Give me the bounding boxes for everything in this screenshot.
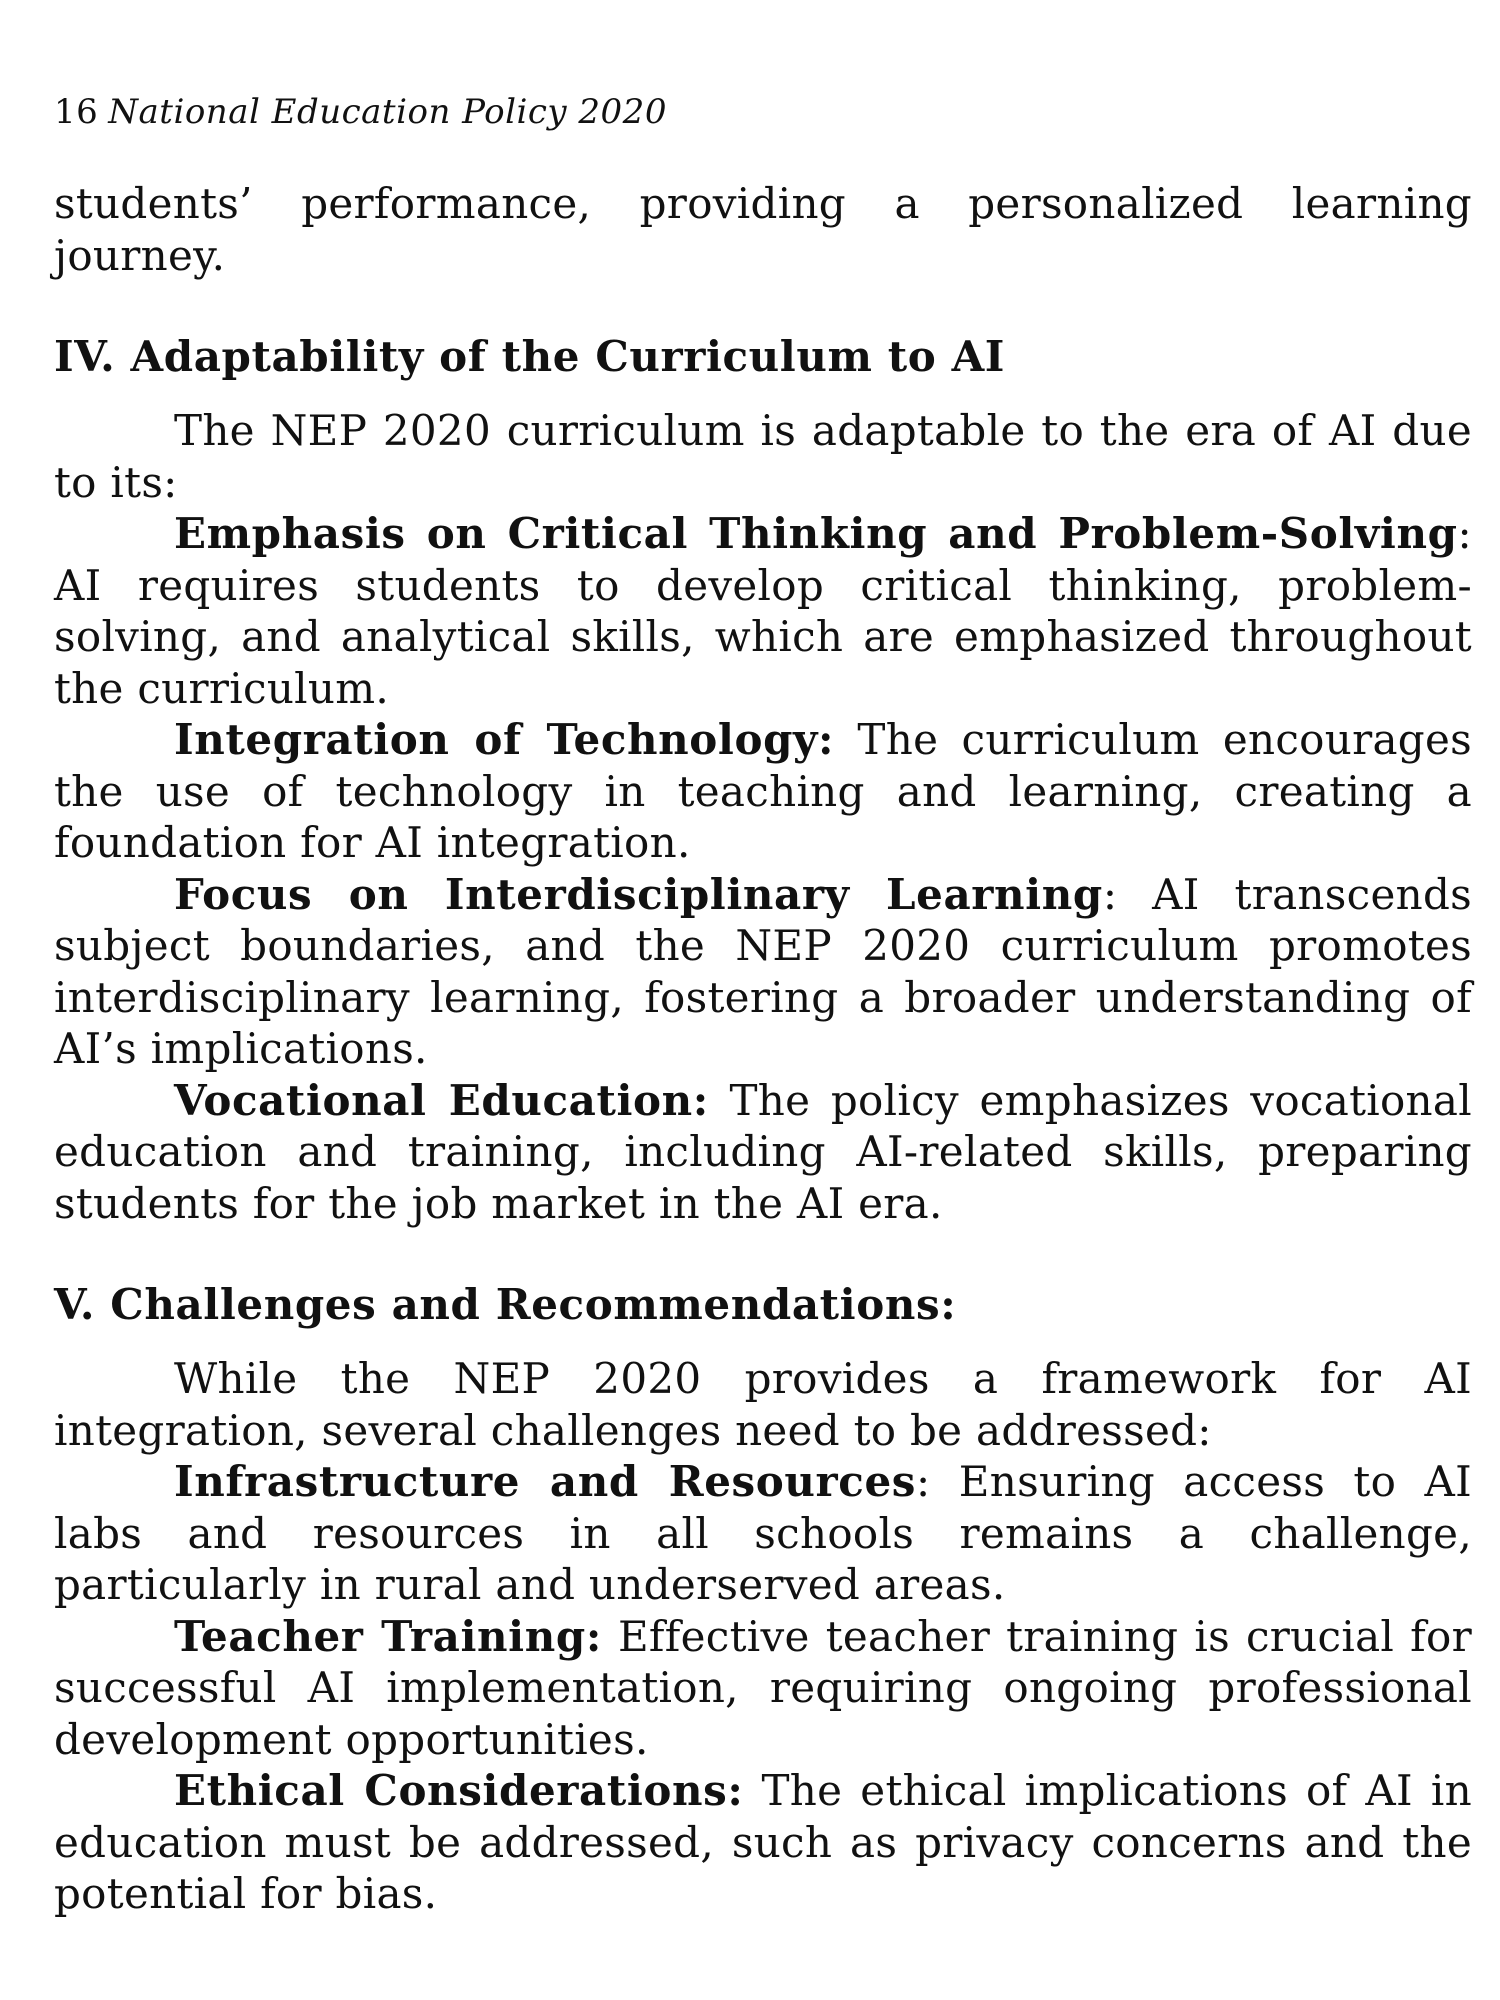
item-text: The ethical implications of AI in education must be addressed, such as privacy concerns and the potential for bias. xyxy=(54,1766,1472,1918)
item-term: Focus on Interdisciplinary Learning xyxy=(174,869,1103,919)
section-v-intro: While the NEP 2020 provides a framework for AI integration, several challenges need to be addressed: xyxy=(54,1354,1472,1455)
book-title: National Education Policy 2020 xyxy=(108,92,667,132)
item-term: Emphasis on Critical Thinking and Problem-Solving xyxy=(174,509,1458,558)
section-iv-item-technology xyxy=(54,714,1472,869)
continuation-paragraph: students’ performance, providing a personalized learning journey. xyxy=(54,179,1472,280)
item-term: Infrastructure and Resources xyxy=(174,1457,917,1506)
section-v-heading: V. Challenges and Recommendations: xyxy=(54,1280,957,1329)
section-v-item-ethics xyxy=(54,1765,1472,1920)
item-separator: : xyxy=(1102,869,1118,919)
section-iv-heading: IV. Adaptability of the Curriculum to AI xyxy=(54,332,1006,381)
section-iv-item-vocational xyxy=(54,1075,1472,1230)
running-header xyxy=(54,92,1472,132)
book-page xyxy=(54,92,1472,1920)
page-number: 16 xyxy=(54,92,99,132)
section-iv-item-critical-thinking xyxy=(54,508,1472,714)
item-term: Teacher Training: xyxy=(174,1611,602,1661)
item-text: The policy emphasizes vocational education and training, including AI-related skills, preparing students for the job market in the AI era. xyxy=(54,1075,1472,1228)
item-text: Ensuring access to AI labs and resources in all schools remains a challenge, particularly in rural and underserved areas. xyxy=(54,1457,1472,1609)
item-term: Ethical Considerations: xyxy=(174,1766,744,1815)
item-text: The curriculum encourages the use of technology in teaching and learning, creating a foundation for AI integration. xyxy=(54,715,1472,867)
item-separator: : xyxy=(916,1457,931,1506)
item-text: AI requires students to develop critical thinking, problem-solving, and analytical skills, which are emphasized throughout the curriculum. xyxy=(54,560,1472,713)
section-iv-intro: The NEP 2020 curriculum is adaptable to the era of AI due to its: xyxy=(54,406,1472,507)
item-text: AI transcends subject boundaries, and the NEP 2020 curriculum promotes interdisciplinary learning, fostering a broader understanding of AI’s implications. xyxy=(54,869,1472,1073)
item-term: Vocational Education: xyxy=(174,1075,709,1125)
section-v-item-infrastructure xyxy=(54,1456,1472,1611)
item-text: Effective teacher training is crucial for successful AI implementation, requiring ongoing professional development opportunities. xyxy=(54,1611,1472,1764)
item-term: Integration of Technology: xyxy=(174,715,835,764)
section-iv-item-interdisciplinary xyxy=(54,869,1472,1075)
section-v-item-teacher-training xyxy=(54,1611,1472,1766)
item-separator: : xyxy=(1457,509,1472,558)
